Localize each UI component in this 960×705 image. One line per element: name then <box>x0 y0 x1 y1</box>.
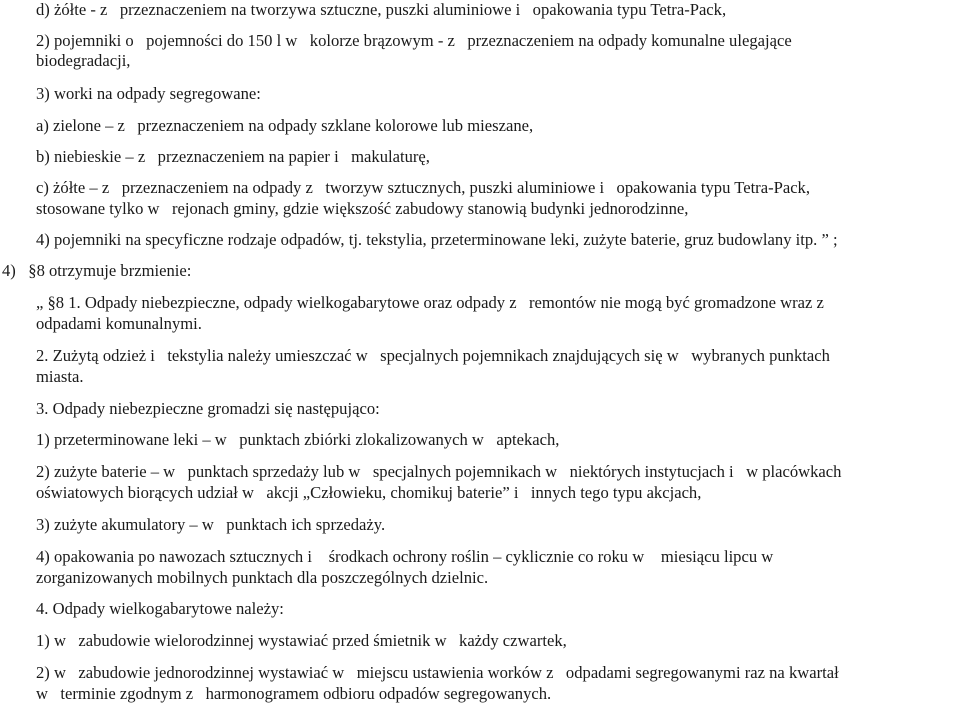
text-line-11: „ §8 1. Odpady niebezpieczne, odpady wielkogabarytowe oraz odpady z remontów nie mogą być gromadzone wraz z <box>36 293 824 312</box>
text-line-19: 3) zużyte akumulatory – w punktach ich sprzedaży. <box>36 515 386 534</box>
text-line-2: 2) pojemniki o pojemności do 150 l w kolorze brązowym - z przeznaczeniem na odpady komunalne ulegające <box>36 31 792 50</box>
text-line-22: 4. Odpady wielkogabarytowe należy: <box>36 599 284 618</box>
text-line-3: biodegradacji, <box>36 51 131 70</box>
text-line-18: oświatowych biorących udział w akcji „Człowieku, chomikuj baterie” i innych tego typu akcjach, <box>36 483 702 502</box>
text-line-20: 4) opakowania po nawozach sztucznych i środkach ochrony roślin – cyklicznie co roku w miesiącu lipcu w <box>36 547 774 566</box>
text-line-24: 2) w zabudowie jednorodzinnej wystawiać w miejscu ustawienia worków z odpadami segregowanymi raz na kwartał <box>36 663 839 682</box>
text-line-6: b) niebieskie – z przeznaczeniem na papier i makulaturę, <box>36 147 430 166</box>
text-line-13: 2. Zużytą odzież i tekstylia należy umieszczać w specjalnych pojemnikach znajdujących się w wybranych punktach <box>36 346 830 365</box>
text-line-21: zorganizowanych mobilnych punktach dla poszczególnych dzielnic. <box>36 568 489 587</box>
section-heading: 4) §8 otrzymuje brzmienie: <box>2 261 192 280</box>
text-line-5: a) zielone – z przeznaczeniem na odpady szklane kolorowe lub mieszane, <box>36 116 534 135</box>
text-line-17: 2) zużyte baterie – w punktach sprzedaży lub w specjalnych pojemnikach w niektórych instytucjach i w placówkach <box>36 462 842 481</box>
text-line-16: 1) przeterminowane leki – w punktach zbiórki zlokalizowanych w aptekach, <box>36 430 560 449</box>
text-line-4: 3) worki na odpady segregowane: <box>36 84 261 103</box>
text-line-25: w terminie zgodnym z harmonogramem odbioru odpadów segregowanych. <box>36 684 552 703</box>
text-line-14: miasta. <box>36 367 84 386</box>
text-line-7: c) żółte – z przeznaczeniem na odpady z tworzyw sztucznych, puszki aluminiowe i opakowania typu Tetra-Pack, <box>36 178 810 197</box>
text-line-9: 4) pojemniki na specyficzne rodzaje odpadów, tj. tekstylia, przeterminowane leki, zużyte baterie, gruz budowlany itp. ” ; <box>36 230 838 249</box>
text-line-15: 3. Odpady niebezpieczne gromadzi się następująco: <box>36 399 380 418</box>
text-line-12: odpadami komunalnymi. <box>36 314 202 333</box>
text-line-1: d) żółte - z przeznaczeniem na tworzywa sztuczne, puszki aluminiowe i opakowania typu Tetra-Pack, <box>36 0 727 19</box>
text-line-8: stosowane tylko w rejonach gminy, gdzie większość zabudowy stanowią budynki jednorodzinne, <box>36 199 689 218</box>
text-line-23: 1) w zabudowie wielorodzinnej wystawiać przed śmietnik w każdy czwartek, <box>36 631 567 650</box>
